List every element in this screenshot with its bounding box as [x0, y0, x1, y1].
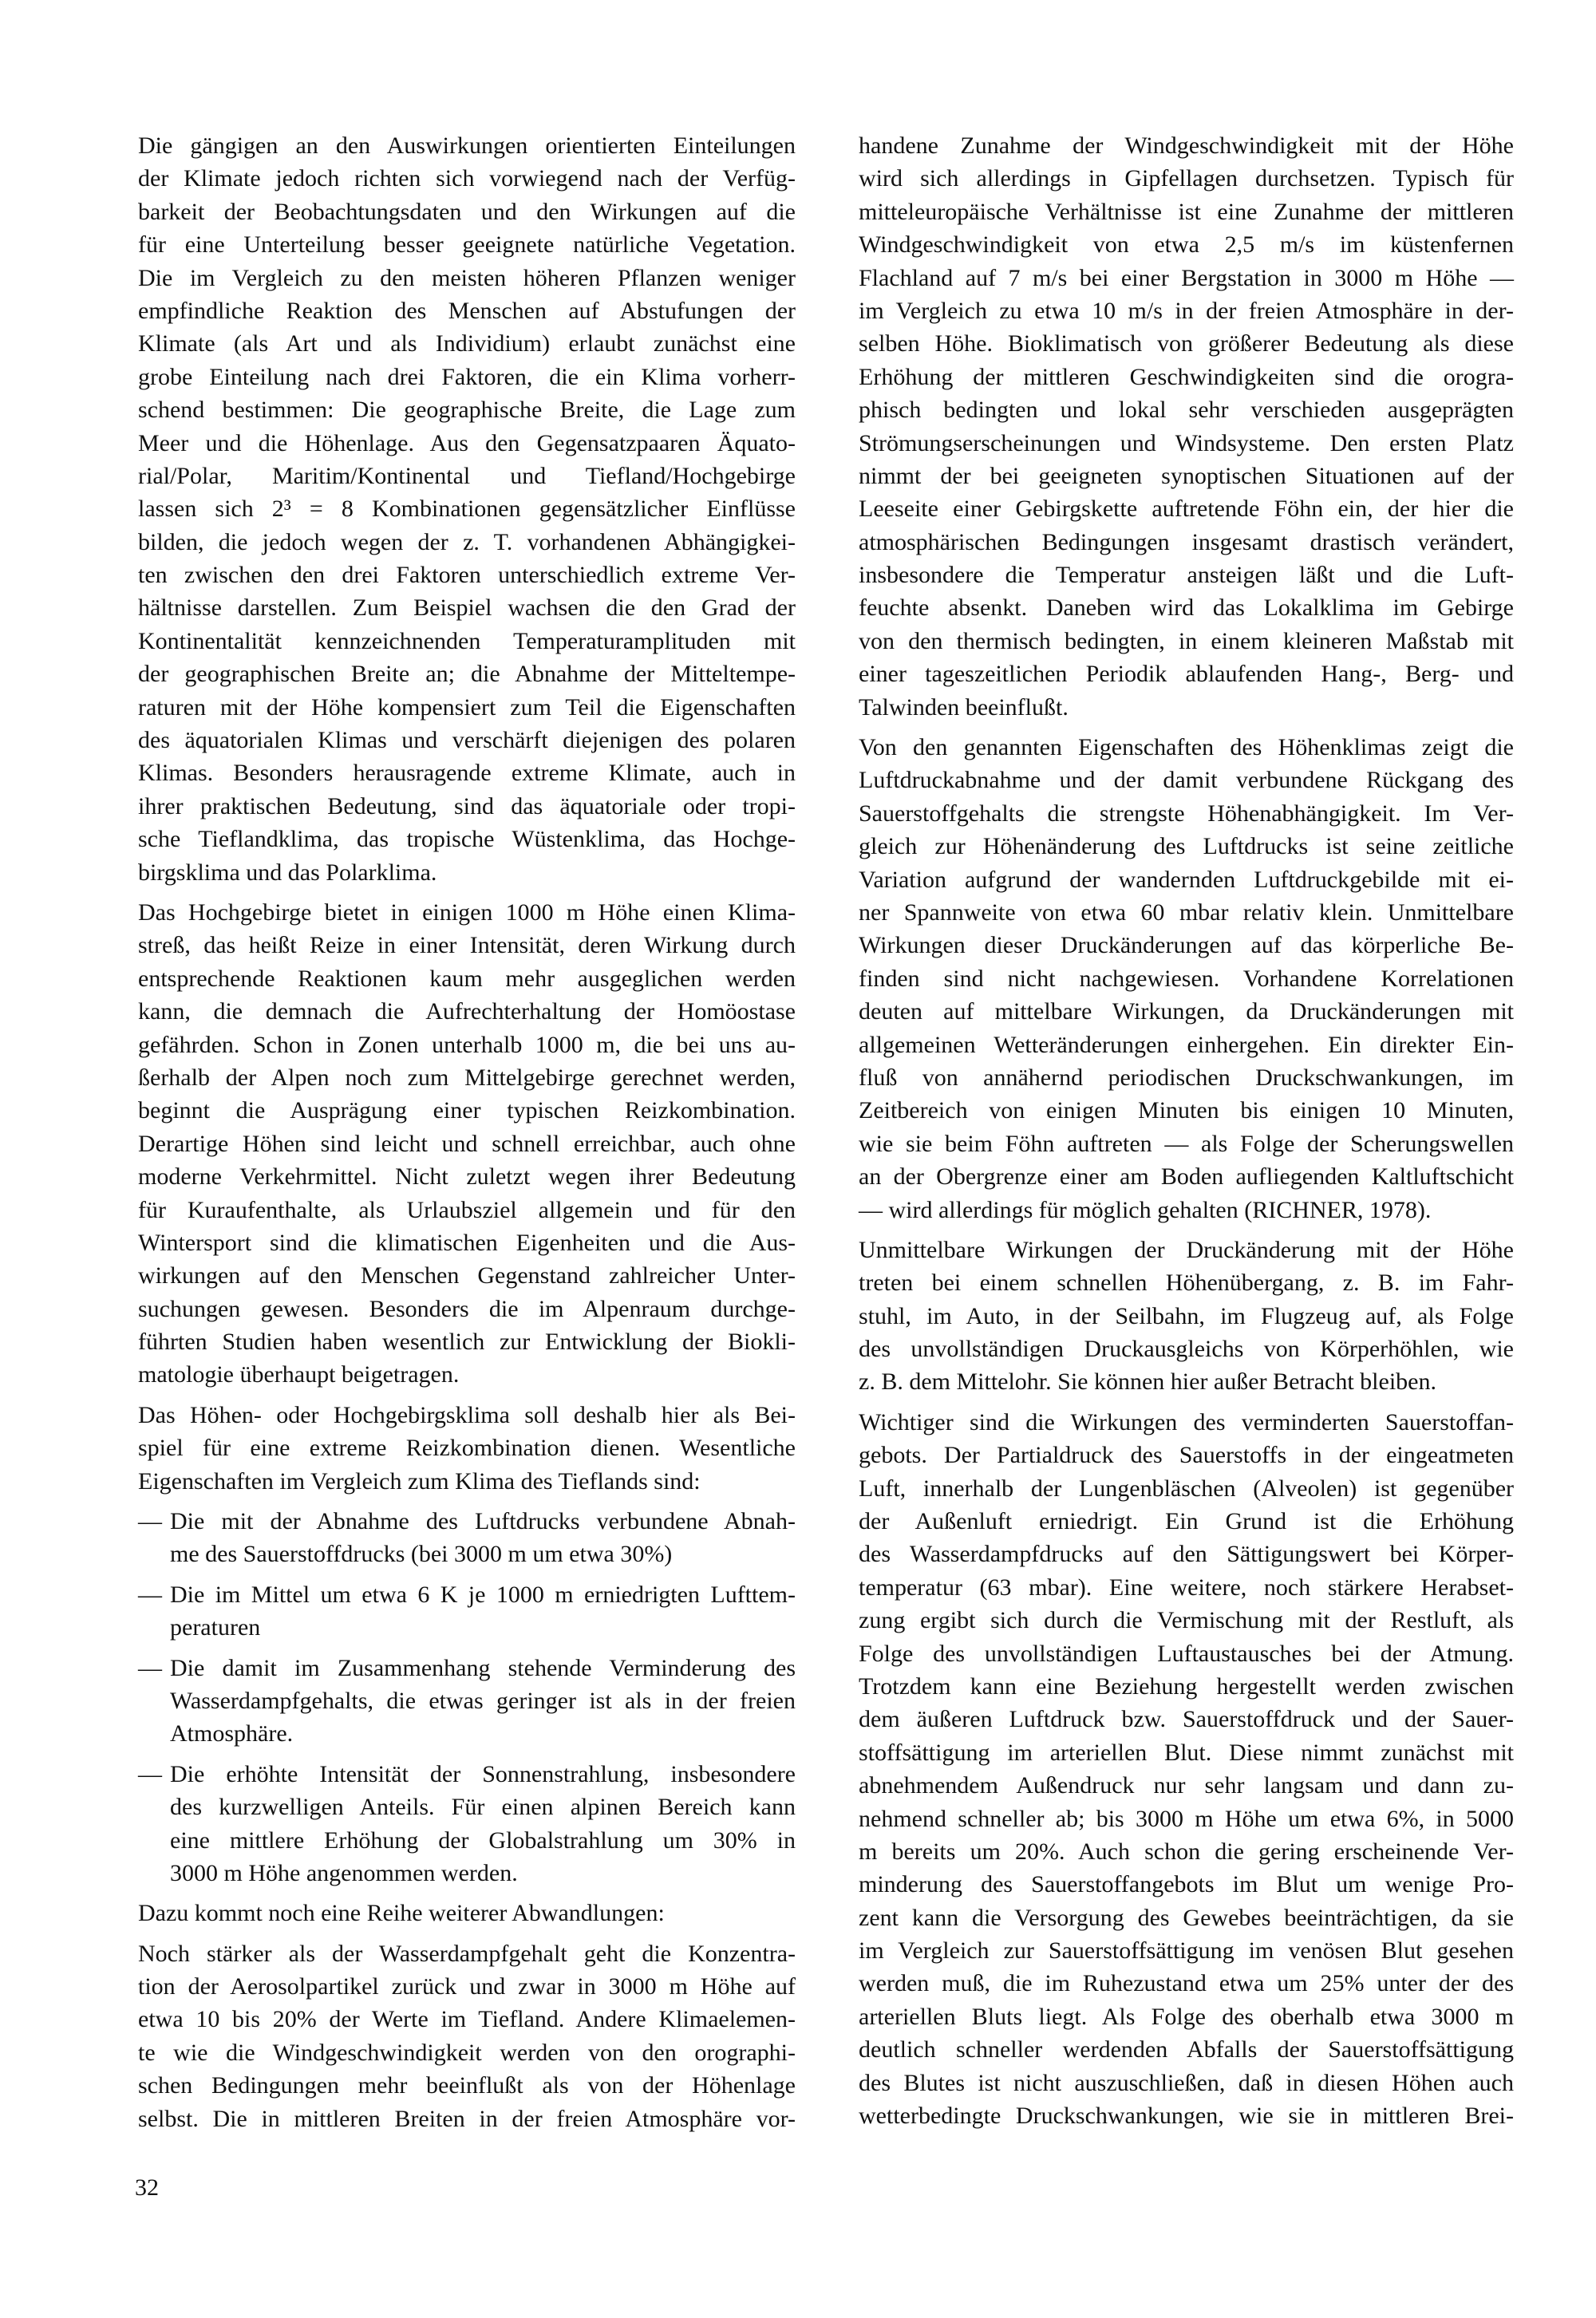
text-line: Strömungserscheinungen und Windsysteme. Den ersten Platz	[859, 429, 1514, 456]
text-line: m bereits um 20%. Auch schon die gering erscheinende Ver-	[859, 1838, 1514, 1865]
text-line: des Wasserdampfdrucks auf den Sättigungswert bei Körper-	[859, 1541, 1514, 1568]
text-line: deuten auf mittelbare Wirkungen, da Druckänderungen mit	[859, 998, 1514, 1025]
list-item	[138, 1578, 796, 1645]
text-line: feuchte absenkt. Daneben wird das Lokalklima im Gebirge	[859, 594, 1514, 622]
text-line: rial/Polar, Maritim/Kontinental und Tiefland/Hochgebirge	[138, 462, 796, 489]
text-line: insbesondere die Temperatur ansteigen läßt und die Luft-	[859, 562, 1514, 589]
text-line: etwa 10 bis 20% der Werte im Tiefland. Andere Klimaelemen-	[138, 2006, 796, 2033]
text-line: Die im Mittel um etwa 6 K je 1000 m erniedrigten Lufttem-	[170, 1581, 796, 1608]
text-line: an der Obergrenze einer am Boden aufliegenden Kaltluftschicht	[859, 1163, 1514, 1191]
text-line: minderung des Sauerstoffangebots im Blut um wenige Pro-	[859, 1871, 1514, 1898]
text-line: raturen mit der Höhe kompensiert zum Teil die Eigenschaften	[138, 693, 796, 721]
text-line: wirkungen auf den Menschen Gegenstand zahlreicher Unter-	[138, 1262, 796, 1289]
text-line: des äquatorialen Klimas und verschärft diejenigen des polaren	[138, 727, 796, 754]
text-line: dem äußeren Luftdruck bzw. Sauerstoffdruck und der Sauer-	[859, 1706, 1514, 1733]
text-line: Das Hochgebirge bietet in einigen 1000 m Höhe einen Klima-	[138, 898, 796, 926]
list-item	[138, 1758, 796, 1890]
text-line: Sauerstoffgehalts die strengste Höhenabhängigkeit. Im Ver-	[859, 800, 1514, 827]
text-line: tion der Aerosolpartikel zurück und zwar in 3000 m Höhe auf	[138, 1973, 796, 2000]
text-line: Wintersport sind die klimatischen Eigenheiten und die Aus-	[138, 1229, 796, 1256]
text-line: Die gängigen an den Auswirkungen orientierten Einteilungen	[138, 132, 796, 159]
text-line: Wichtiger sind die Wirkungen des verminderten Sauerstoffan-	[859, 1408, 1514, 1435]
text-line: sche Tieflandklima, das tropische Wüstenklima, das Hochge-	[138, 826, 796, 853]
text-line: moderne Verkehrmittel. Nicht zuletzt wegen ihrer Bedeutung	[138, 1163, 796, 1191]
list-item	[138, 1505, 796, 1571]
text-line: Die im Vergleich zu den meisten höheren Pflanzen weniger	[138, 264, 796, 291]
text-line: für eine Unterteilung besser geeignete natürliche Vegetation.	[138, 231, 796, 259]
paragraph	[859, 731, 1514, 1226]
text-line: gleich zur Höhenänderung des Luftdrucks ist seine zeitliche	[859, 833, 1514, 860]
dash-bullet-icon: —	[138, 1581, 162, 1608]
text-line: Das Höhen- oder Hochgebirgsklima soll deshalb hier als Bei-	[138, 1401, 796, 1428]
text-line: entsprechende Reaktionen kaum mehr ausgeglichen werden	[138, 965, 796, 992]
text-line: wie sie beim Föhn auftreten — als Folge der Scherungswellen	[859, 1130, 1514, 1157]
text-line: der Klimate jedoch richten sich vorwiegend nach der Verfüg-	[138, 165, 796, 192]
text-line: Von den genannten Eigenschaften des Höhenklimas zeigt die	[859, 734, 1514, 761]
text-line: arteriellen Bluts liegt. Als Folge des oberhalb etwa 3000 m	[859, 2003, 1514, 2030]
text-line: Kontinentalität kennzeichnenden Temperaturamplituden mit	[138, 627, 796, 654]
text-line: Noch stärker als der Wasserdampfgehalt geht die Konzentra-	[138, 1940, 796, 1967]
text-line: Klimas. Besonders herausragende extreme Klimate, auch in	[138, 760, 796, 787]
text-line: Luftdruckabnahme und der damit verbundene Rückgang des	[859, 767, 1514, 794]
paragraph	[859, 1406, 1514, 2133]
paragraph	[138, 1937, 796, 2135]
text-line: ner Spannweite von etwa 60 mbar relativ klein. Unmittelbare	[859, 898, 1514, 926]
text-line: ßerhalb der Alpen noch zum Mittelgebirge gerechnet werden,	[138, 1064, 796, 1091]
text-line: streß, das heißt Reize in einer Intensität, deren Wirkung durch	[138, 932, 796, 959]
paragraph	[859, 129, 1514, 724]
text-line: stuhl, im Auto, in der Seilbahn, im Flugzeug auf, als Folge	[859, 1302, 1514, 1329]
text-line: stoffsättigung im arteriellen Blut. Diese nimmt zunächst mit	[859, 1739, 1514, 1766]
text-line: zung ergibt sich durch die Vermischung mit der Restluft, als	[859, 1607, 1514, 1634]
text-line: Eigenschaften im Vergleich zum Klima des Tieflands sind:	[138, 1467, 701, 1495]
text-line: handene Zunahme der Windgeschwindigkeit mit der Höhe	[859, 132, 1514, 159]
text-line: Windgeschwindigkeit von etwa 2,5 m/s im küstenfernen	[859, 231, 1514, 259]
list-item	[138, 1652, 796, 1751]
text-line: selben Höhe. Bioklimatisch von größerer Bedeutung als diese	[859, 330, 1514, 357]
text-line: empfindliche Reaktion des Menschen auf Abstufungen der	[138, 297, 796, 324]
text-line: lassen sich 2³ = 8 Kombinationen gegensätzlicher Einflüsse	[138, 496, 796, 523]
text-line: Luft, innerhalb der Lungenbläschen (Alveolen) ist gegenüber	[859, 1475, 1514, 1502]
text-line: te wie die Windgeschwindigkeit werden von den orographi-	[138, 2039, 796, 2066]
text-line: barkeit der Beobachtungsdaten und den Wirkungen auf die	[138, 198, 796, 225]
paragraph	[138, 896, 796, 1392]
text-line: einer tageszeitlichen Periodik ablaufenden Hang-, Berg- und	[859, 661, 1514, 688]
dash-bullet-icon: —	[138, 1508, 162, 1535]
text-line: im Vergleich zur Sauerstoffsättigung im venösen Blut gesehen	[859, 1937, 1514, 1965]
dash-bullet-icon: —	[138, 1654, 162, 1681]
text-line: selbst. Die in mittleren Breiten in der freien Atmosphäre vor-	[138, 2105, 796, 2132]
paragraph	[138, 1897, 796, 1929]
text-line: Variation aufgrund der wandernden Luftdruckgebilde mit ei-	[859, 866, 1514, 893]
text-line: phisch bedingten und lokal sehr verschieden ausgeprägten	[859, 397, 1514, 424]
text-line: Die mit der Abnahme des Luftdrucks verbundene Abnah-	[170, 1508, 796, 1535]
text-line: nimmt der bei geeigneten synoptischen Situationen auf der	[859, 462, 1514, 489]
text-line: 3000 m Höhe angenommen werden.	[170, 1859, 518, 1886]
text-line: z. B. dem Mittelohr. Sie können hier außer Betracht bleiben.	[859, 1368, 1436, 1396]
text-line: deutlich schneller werdenden Abfalls der Sauerstoffsättigung	[859, 2036, 1514, 2063]
text-line: atmosphärischen Bedingungen insgesamt drastisch verändert,	[859, 528, 1514, 555]
left-column	[138, 129, 796, 2142]
text-line: der geographischen Breite an; die Abnahme der Mitteltempe-	[138, 661, 796, 688]
text-line: Zeitbereich von einigen Minuten bis einigen 10 Minuten,	[859, 1097, 1514, 1124]
text-line: me des Sauerstoffdrucks (bei 3000 m um etwa 30%)	[170, 1541, 673, 1568]
paragraph	[859, 1234, 1514, 1399]
text-line: für Kuraufenthalte, als Urlaubsziel allgemein und für den	[138, 1196, 796, 1223]
text-line: allgemeinen Wetteränderungen einhergehen. Ein direkter Ein-	[859, 1031, 1514, 1058]
text-line: wird sich allerdings in Gipfellagen durchsetzen. Typisch für	[859, 165, 1514, 192]
dash-bullet-icon: —	[138, 1760, 162, 1787]
text-line: nehmend schneller ab; bis 3000 m Höhe um etwa 6%, in 5000	[859, 1805, 1514, 1832]
text-line: zent kann die Versorgung des Gewebes beeinträchtigen, da sie	[859, 1904, 1514, 1931]
text-line: matologie überhaupt beigetragen.	[138, 1361, 460, 1388]
text-line: Wirkungen dieser Druckänderungen auf das körperliche Be-	[859, 932, 1514, 959]
text-line: ten zwischen den drei Faktoren unterschiedlich extreme Ver-	[138, 562, 796, 589]
text-line: Trotzdem kann eine Beziehung hergestellt werden zwischen	[859, 1672, 1514, 1700]
text-line: finden sind nicht nachgewiesen. Vorhandene Korrelationen	[859, 965, 1514, 992]
paragraph	[138, 1399, 796, 1498]
text-line: Meer und die Höhenlage. Aus den Gegensatzpaaren Äquato-	[138, 429, 796, 456]
text-line: Dazu kommt noch eine Reihe weiterer Abwandlungen:	[138, 1900, 665, 1927]
text-line: werden muß, die im Ruhezustand etwa um 25% unter der des	[859, 1970, 1514, 1997]
paragraph	[138, 129, 796, 889]
text-line: schend bestimmen: Die geographische Breite, die Lage zum	[138, 397, 796, 424]
text-line: Talwinden beeinflußt.	[859, 693, 1069, 721]
text-line: fluß von annähernd periodischen Druckschwankungen, im	[859, 1064, 1514, 1091]
text-line: Leeseite einer Gebirgskette auftretende Föhn ein, der hier die	[859, 496, 1514, 523]
text-line: im Vergleich zu etwa 10 m/s in der freien Atmosphäre in der-	[859, 297, 1514, 324]
text-line: kann, die demnach die Aufrechterhaltung der Homöostase	[138, 998, 796, 1025]
text-line: gefährden. Schon in Zonen unterhalb 1000 m, die bei uns au-	[138, 1031, 796, 1058]
text-line: — wird allerdings für möglich gehalten (RICHNER, 1978).	[859, 1196, 1432, 1223]
text-line: gebots. Der Partialdruck des Sauerstoffs in der eingeatmeten	[859, 1442, 1514, 1469]
text-line: Die damit im Zusammenhang stehende Verminderung des	[170, 1654, 796, 1681]
text-line: bilden, die jedoch wegen der z. T. vorhandenen Abhängigkei-	[138, 528, 796, 555]
text-line: der Außenluft erniedrigt. Ein Grund ist die Erhöhung	[859, 1508, 1514, 1535]
right-column	[859, 129, 1514, 2139]
text-line: grobe Einteilung nach drei Faktoren, die ein Klima vorherr-	[138, 363, 796, 390]
text-line: ihrer praktischen Bedeutung, sind das äquatoriale oder tropi-	[138, 792, 796, 819]
text-line: mitteleuropäische Verhältnisse ist eine Zunahme der mittleren	[859, 198, 1514, 225]
page-number: 32	[135, 2174, 159, 2201]
text-line: Folge des unvollständigen Luftaustausches bei der Atmung.	[859, 1640, 1514, 1667]
text-line: peraturen	[170, 1614, 261, 1641]
text-line: von den thermisch bedingten, in einem kleineren Maßstab mit	[859, 627, 1514, 654]
text-line: des Blutes ist nicht auszuschließen, daß in diesen Höhen auch	[859, 2069, 1514, 2096]
text-line: treten bei einem schnellen Höhenübergang, z. B. im Fahr-	[859, 1270, 1514, 1297]
text-line: Flachland auf 7 m/s bei einer Bergstation in 3000 m Höhe —	[859, 264, 1514, 291]
text-line: eine mittlere Erhöhung der Globalstrahlung um 30% in	[170, 1826, 796, 1854]
text-line: Atmosphäre.	[170, 1720, 294, 1747]
text-line: beginnt die Ausprägung einer typischen Reizkombination.	[138, 1097, 796, 1124]
text-line: Erhöhung der mittleren Geschwindigkeiten sind die orogra-	[859, 363, 1514, 390]
text-line: suchungen gewesen. Besonders die im Alpenraum durchge-	[138, 1295, 796, 1322]
text-line: birgsklima und das Polarklima.	[138, 859, 437, 886]
text-line: temperatur (63 mbar). Eine weitere, noch stärkere Herabset-	[859, 1574, 1514, 1601]
text-line: abnehmendem Außendruck nur sehr langsam und dann zu-	[859, 1772, 1514, 1799]
text-line: Derartige Höhen sind leicht und schnell erreichbar, auch ohne	[138, 1130, 796, 1157]
text-line: hältnisse darstellen. Zum Beispiel wachsen die den Grad der	[138, 594, 796, 622]
text-line: Die erhöhte Intensität der Sonnenstrahlung, insbesondere	[170, 1760, 796, 1787]
text-line: Unmittelbare Wirkungen der Druckänderung mit der Höhe	[859, 1236, 1514, 1263]
text-line: führten Studien haben wesentlich zur Entwicklung der Biokli-	[138, 1329, 796, 1356]
text-line: Klimate (als Art und als Individium) erlaubt zunächst eine	[138, 330, 796, 357]
text-line: des unvollständigen Druckausgleichs von Körperhöhlen, wie	[859, 1336, 1514, 1363]
text-line: Wasserdampfgehalts, die etwas geringer ist als in der freien	[170, 1687, 796, 1714]
text-line: des kurzwelligen Anteils. Für einen alpinen Bereich kann	[170, 1794, 796, 1821]
text-line: schen Bedingungen mehr beeinflußt als von der Höhenlage	[138, 2072, 796, 2099]
text-line: wetterbedingte Druckschwankungen, wie sie in mittleren Brei-	[859, 2103, 1514, 2130]
text-line: spiel für eine extreme Reizkombination dienen. Wesentliche	[138, 1435, 796, 1462]
